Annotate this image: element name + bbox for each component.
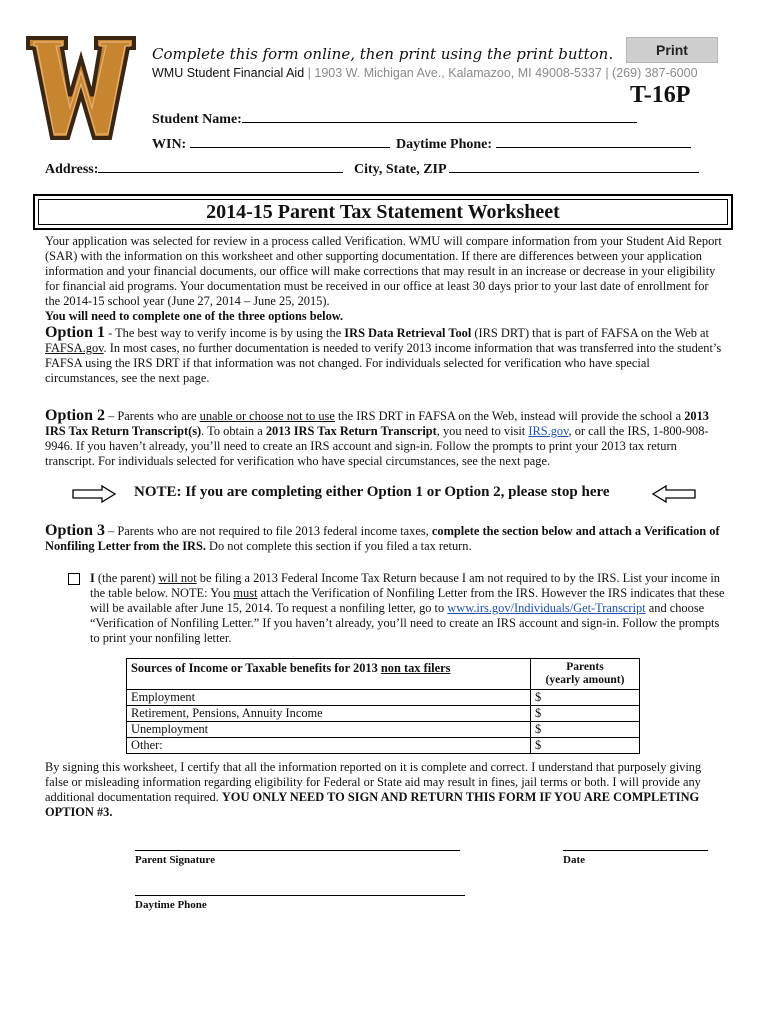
intro-text: Your application was selected for review in a process called Verification. WMU will compare information from your Student Aid Report (SAR) with the information on this worksheet and other supporting documentation. If there are differences between your application information and your financial documents, our office will make corrections that may result in an increase or decrease in your eligibility for financial aid programs. Your documentation must be received in our office at least 30 days prior to your last date of enrollment for the 2014-15 school year (June 27, 2014 – June 25, 2015). [45,234,722,308]
option-2-text: . To obtain a [201,424,266,438]
option-2-heading: Option 2 [45,407,106,424]
win-label: WIN: [152,137,187,152]
win-field[interactable] [152,133,390,153]
form-code: T-16P [630,82,691,108]
get-transcript-link[interactable]: www.irs.gov/Individuals/Get-Transcript [447,601,646,615]
option-3-bold: complete the section below and attach a Verification of Nonfiling Letter from the IRS. [45,524,720,553]
parents-label: Parents [566,661,604,673]
option-2-text: the IRS DRT in FAFSA on the Web, instead will provide the school a [334,409,685,423]
option-3-text: – Parents who are not required to file 2013 federal income taxes, [105,524,432,538]
intro-bold: You will need to complete one of the three options below. [45,309,344,323]
address-input[interactable] [98,158,343,173]
income-label: Other: [127,738,531,754]
office-name: WMU Student Financial Aid [152,66,305,80]
parents-amount-header [531,659,640,690]
address-label: Address: [45,162,99,177]
certification-text: By signing this worksheet, I certify that all the information reported on it is complete and correct. I understand that purposely giving false or misleading information regarding eligibility for Federal or State aid may result in fines, jail terms or both. I will provide any additional documentation required. [45,760,702,804]
option-2-paragraph [45,408,725,469]
nonfiler-text: I [90,571,95,585]
date-label: Date [563,854,585,866]
office-address: 1903 W. Michigan Ave., Kalamazoo, MI 49008-5337 [314,66,602,80]
separator: | [605,66,609,80]
daytime-phone-field[interactable] [396,133,691,153]
win-input[interactable] [190,133,390,148]
daytime-phone-label: Daytime Phone: [396,137,493,152]
stop-note: NOTE: If you are completing either Option 1 or Option 2, please stop here [134,484,610,500]
option-1-heading: Option 1 [45,324,106,341]
parent-signature-label: Parent Signature [135,854,215,866]
income-amount-input[interactable]: $ [531,722,640,738]
irs-drt-label: IRS Data Retrieval Tool [344,326,472,340]
daytime-phone-signature-label: Daytime Phone [135,899,207,911]
tax-transcript-label: 2013 IRS Tax Return Transcript [265,424,437,438]
student-name-input[interactable] [242,108,637,123]
yearly-amount-label: (yearly amount) [545,674,625,686]
daytime-phone-signature-input[interactable] [135,895,465,896]
option-3-text: Do not complete this section if you filed a tax return. [205,539,472,553]
irs-gov-link[interactable]: IRS.gov [528,424,569,438]
option-1-text: (IRS DRT) that is part of FAFSA on the Web at [471,326,709,340]
nonfiler-underlined: will not [158,571,197,585]
page-title: 2014-15 Parent Tax Statement Worksheet [206,200,560,223]
option-2-underlined: unable or choose not to use [199,409,335,423]
certification-bold: YOU ONLY NEED TO SIGN AND RETURN THIS FORM IF YOU ARE COMPLETING OPTION #3. [45,790,700,819]
nonfiler-statement [90,571,728,646]
income-amount-input[interactable]: $ [531,706,640,722]
nonfiler-checkbox-item [68,571,728,646]
arrow-right-icon [72,485,116,503]
income-amount-input[interactable]: $ [531,690,640,706]
nonfiler-underlined: must [233,586,258,600]
option-2-text: , you need to visit [436,424,529,438]
wmu-logo [26,36,136,140]
option-2-text: , or call the IRS, 1-800-908-9946. If you haven’t already, you’ll need to create an IRS account and sign-in. Follow the prompts to print your 2013 tax return transcript. For individuals selected for verification who have special circumstances, see the next page. [45,424,709,468]
income-table [126,658,640,754]
income-label: Retirement, Pensions, Annuity Income [127,706,531,722]
income-amount-input[interactable]: $ [531,738,640,754]
certification-paragraph [45,760,725,820]
nonfiler-text: (the parent) [94,571,159,585]
intro-instruction: Complete this form online, then print using the print button. [152,45,614,63]
title-box [33,194,733,230]
option-3-heading: Option 3 [45,522,106,539]
note-row [72,483,697,505]
income-label: Unemployment [127,722,531,738]
option-3-paragraph [45,523,725,554]
income-source-header [127,659,531,690]
option-2-text: – Parents who are [105,409,200,423]
arrow-left-icon [652,485,696,503]
header-text-underlined: non tax filers [380,661,451,675]
office-phone: (269) 387-6000 [612,66,698,80]
office-address-line [152,66,698,80]
print-button[interactable]: Print [626,37,718,63]
intro-paragraph [45,234,725,324]
tax-transcript-label: 2013 IRS Tax Return Transcript(s) [45,409,709,438]
nonfiler-text: be filing a 2013 Federal Income Tax Return because I am not required to by the IRS. List your income in the table below. NOTE: You [90,571,721,600]
fafsa-link[interactable]: FAFSA.gov [45,341,104,355]
income-label: Employment [127,690,531,706]
option-1-paragraph [45,325,725,386]
header-text: Sources of Income or Taxable benefits for 2013 [131,661,381,675]
table-row [127,690,640,706]
parent-signature-input[interactable] [135,850,460,851]
date-input[interactable] [563,850,708,851]
daytime-phone-input[interactable] [496,133,691,148]
table-row [127,722,640,738]
nonfiler-text: attach the Verification of Nonfiling Letter from the IRS. However the IRS indicates that these will be available after June 15, 2014. To request a nonfiling letter, go to [90,586,725,615]
table-row [127,706,640,722]
nonfiler-text: and choose “Verification of Nonfiling Letter.” If you haven’t already, you’ll need to create an IRS account and sign-in. Follow the prompts to print your nonfiling letter. [90,601,720,645]
nonfiler-checkbox[interactable] [68,573,80,585]
option-1-text: . In most cases, no further documentation is needed to verify 2013 income information that was transferred into the student’s FAFSA using the IRS DRT if that information was not changed. For individuals selected for verification who have special circumstances, see the next page. [45,341,722,385]
student-name-field[interactable] [152,108,637,128]
city-state-zip-label: City, State, ZIP [354,162,446,177]
separator: | [307,66,311,80]
city-state-zip-input[interactable] [449,158,699,173]
option-1-text: - The best way to verify income is by using the [105,326,345,340]
city-state-zip-field[interactable] [354,158,699,178]
table-row [127,738,640,754]
address-field[interactable] [45,158,343,178]
student-name-label: Student Name: [152,112,242,127]
